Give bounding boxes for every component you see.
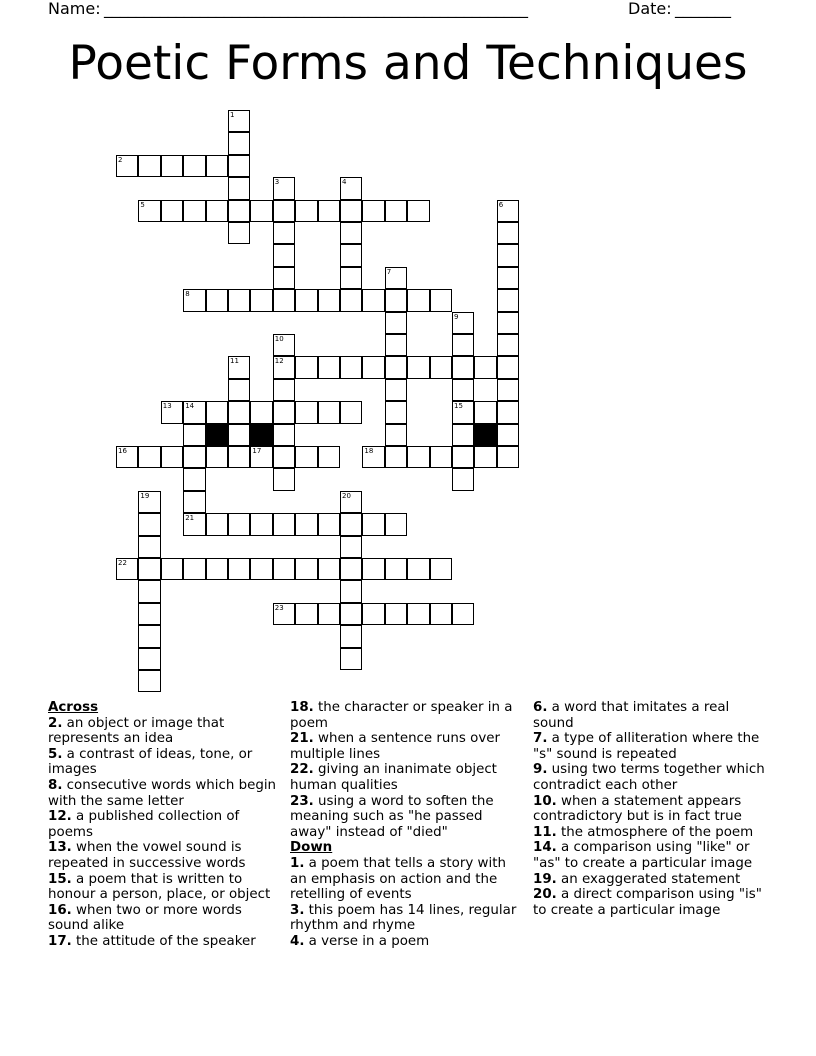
grid-cell[interactable] [295,603,317,625]
grid-cell[interactable] [430,558,452,580]
clue-down-6: 6. a word that imitates a real sound [533,700,730,731]
grid-cell[interactable] [318,356,340,378]
grid-cell[interactable] [228,424,250,446]
cell-number: 22 [118,559,127,567]
grid-cell[interactable] [340,558,362,580]
grid-cell[interactable] [138,558,160,580]
grid-cell[interactable] [273,200,295,222]
grid-cell[interactable] [362,513,384,535]
grid-cell[interactable] [340,244,362,266]
black-square [474,424,496,446]
grid-cell[interactable] [340,625,362,647]
grid-cell[interactable] [228,379,250,401]
clue-across-18: 18. the character or speaker in a poem [290,700,513,731]
date-label: Date: [628,0,672,18]
grid-cell[interactable] [340,648,362,670]
clue-down-20: 20. a direct comparison using "is" to create a particular image [533,887,762,918]
grid-cell[interactable] [318,513,340,535]
grid-cell[interactable] [138,536,160,558]
grid-cell[interactable] [206,155,228,177]
cell-number: 11 [230,357,239,366]
grid-cell[interactable] [228,446,250,468]
grid-cell[interactable] [206,401,228,423]
grid-cell[interactable] [183,401,205,423]
grid-cell[interactable] [452,356,474,378]
grid-cell[interactable] [228,289,250,311]
grid-cell[interactable] [250,446,272,468]
cell-number: 4 [342,178,347,187]
grid-cell[interactable] [430,446,452,468]
clue-across-2: 2. an object or image that represents an idea [48,715,225,747]
grid-cell[interactable] [497,200,519,222]
cell-number: 5 [140,200,145,209]
grid-cell[interactable] [273,558,295,580]
grid-cell[interactable] [273,356,295,378]
grid-cell[interactable] [138,670,160,692]
grid-cell[interactable] [138,580,160,602]
grid-cell[interactable] [295,356,317,378]
grid-cell[interactable] [116,155,138,177]
grid-cell[interactable] [138,648,160,670]
page-title: Poetic Forms and Techniques [68,36,748,91]
clue-across-16: 16. when two or more words sound alike [48,902,242,934]
grid-cell[interactable] [385,558,407,580]
grid-cell[interactable] [340,580,362,602]
grid-cell[interactable] [250,289,272,311]
clue-down-4: 4. a verse in a poem [290,933,430,949]
clue-down-9: 9. using two terms together which contradict each other [533,762,765,793]
clue-down-19: 19. an exaggerated statement [533,871,741,887]
clue-across-12: 12. a published collection of poems [48,809,240,840]
cell-number: 7 [386,267,392,276]
grid-cell[interactable] [497,244,519,266]
name-field-line: _____________________________________________________ [104,0,528,18]
grid-cell[interactable] [183,424,205,446]
grid-cell[interactable] [273,603,295,625]
grid-cell[interactable] [273,424,295,446]
grid-cell[interactable] [228,110,250,132]
grid-cell[interactable] [497,446,519,468]
grid-cell[interactable] [138,513,160,535]
grid-cell[interactable] [452,603,474,625]
grid-cell[interactable] [318,558,340,580]
grid-cell[interactable] [385,424,407,446]
grid-cell[interactable] [362,289,384,311]
grid-cell[interactable] [250,513,272,535]
cell-number: 17 [252,447,262,455]
grid-cell[interactable] [385,356,407,378]
grid-cell[interactable] [362,558,384,580]
grid-cell[interactable] [340,603,362,625]
grid-cell[interactable] [183,513,205,535]
cell-number: 15 [454,402,463,411]
grid-cell[interactable] [228,200,250,222]
grid-cell[interactable] [138,625,160,647]
grid-cell[interactable] [206,200,228,222]
clues-column-1 [48,700,280,950]
grid-cell[interactable] [452,379,474,401]
cell-number: 14 [185,402,195,411]
grid-cell[interactable] [340,200,362,222]
grid-cell[interactable] [497,334,519,356]
grid-cell[interactable] [183,200,205,222]
grid-cell[interactable] [206,558,228,580]
grid-cell[interactable] [183,289,205,311]
grid-cell[interactable] [497,424,519,446]
cell-number: 20 [342,491,351,500]
grid-cell[interactable] [340,267,362,289]
clue-across-22: 22. giving an inanimate object human qualities [290,762,497,793]
grid-cell[interactable] [273,177,295,199]
grid-cell[interactable] [273,222,295,244]
grid-cell[interactable] [407,200,429,222]
grid-cell[interactable] [161,200,183,222]
grid-cell[interactable] [340,536,362,558]
grid-cell[interactable] [228,177,250,199]
grid-cell[interactable] [161,446,183,468]
grid-cell[interactable] [273,446,295,468]
cell-number: 2 [118,155,123,164]
grid-cell[interactable] [138,491,160,513]
grid-cell[interactable] [362,356,384,378]
grid-cell[interactable] [273,468,295,490]
grid-cell[interactable] [497,379,519,401]
cell-number: 16 [118,447,127,455]
grid-cell[interactable] [183,446,205,468]
grid-cell[interactable] [206,289,228,311]
grid-cell[interactable] [474,401,496,423]
clue-down-11: 11. the atmosphere of the poem [533,824,754,840]
clue-across-15: 15. a poem that is written to honour a person, place, or object [48,871,271,903]
grid-cell[interactable] [183,155,205,177]
clue-across-17: 17. the attitude of the speaker [48,933,256,949]
grid-cell[interactable] [497,267,519,289]
clue-down-10: 10. when a statement appears contradictory but is in fact true [533,793,742,825]
grid-cell[interactable] [295,446,317,468]
grid-cell[interactable] [228,155,250,177]
grid-cell[interactable] [497,401,519,423]
cell-number: 23 [274,603,284,612]
grid-cell[interactable] [497,289,519,311]
grid-cell[interactable] [340,513,362,535]
grid-cell[interactable] [250,200,272,222]
grid-cell[interactable] [183,491,205,513]
grid-cell[interactable] [318,446,340,468]
grid-cell[interactable] [138,603,160,625]
cell-number: 12 [274,357,284,366]
grid-cell[interactable] [228,222,250,244]
grid-cell[interactable] [497,312,519,334]
grid-cell[interactable] [452,312,474,334]
cell-number: 13 [162,402,172,411]
cell-number: 21 [185,514,195,523]
grid-cell[interactable] [430,289,452,311]
black-square [206,424,228,446]
grid-cell[interactable] [273,401,295,423]
cell-number: 1 [230,111,235,119]
clue-down-7: 7. a type of alliteration where the "s" sound is repeated [533,731,760,762]
grid-cell[interactable] [228,513,250,535]
clue-down-3: 3. this poem has 14 lines, regular rhythm and rhyme [290,902,517,934]
grid-cell[interactable] [385,603,407,625]
grid-cell[interactable] [362,446,384,468]
grid-cell[interactable] [318,200,340,222]
grid-cell[interactable] [362,200,384,222]
grid-cell[interactable] [407,356,429,378]
clue-across-13: 13. when the vowel sound is repeated in successive words [48,840,246,871]
grid-cell[interactable] [138,446,160,468]
clue-across-5: 5. a contrast of ideas, tone, or images [48,746,253,778]
grid-cell[interactable] [228,356,250,378]
grid-cell[interactable] [340,177,362,199]
clues-column-3 [533,700,769,918]
name-label: Name: [48,0,101,18]
cell-number: 19 [140,491,150,500]
grid-cell[interactable] [497,222,519,244]
clue-across-23: 23. using a word to soften the meaning such as "he passed away" instead of "died" [290,793,494,840]
clue-down-1: 1. a poem that tells a story with an emphasis on action and the retelling of events [290,855,506,903]
down-heading: Down [290,840,333,856]
grid-cell[interactable] [340,289,362,311]
cell-number: 8 [185,290,190,299]
grid-cell[interactable] [385,379,407,401]
grid-cell[interactable] [340,401,362,423]
grid-cell[interactable] [318,603,340,625]
cell-number: 3 [274,178,280,187]
grid-cell[interactable] [273,334,295,356]
grid-cell[interactable] [206,446,228,468]
grid-cell[interactable] [430,603,452,625]
grid-cell[interactable] [385,267,407,289]
grid-cell[interactable] [228,558,250,580]
grid-cell[interactable] [273,267,295,289]
grid-cell[interactable] [452,446,474,468]
grid-cell[interactable] [407,558,429,580]
grid-cell[interactable] [474,446,496,468]
grid-cell[interactable] [295,558,317,580]
clue-across-8: 8. consecutive words which begin with the same letter [48,777,277,809]
cell-number: 18 [364,447,374,455]
grid-cell[interactable] [228,401,250,423]
grid-cell[interactable] [116,558,138,580]
grid-cell[interactable] [452,424,474,446]
grid-cell[interactable] [407,603,429,625]
grid-cell[interactable] [385,312,407,334]
black-square [250,424,272,446]
clue-down-14: 14. a comparison using "like" or "as" to create a particular image [533,840,753,871]
grid-cell[interactable] [318,401,340,423]
clue-across-21: 21. when a sentence runs over multiple lines [290,731,500,762]
across-heading: Across [48,700,99,715]
grid-cell[interactable] [407,289,429,311]
grid-cell[interactable] [407,446,429,468]
grid-cell[interactable] [340,356,362,378]
grid-cell[interactable] [452,401,474,423]
grid-cell[interactable] [295,200,317,222]
grid-cell[interactable] [497,356,519,378]
grid-cell[interactable] [385,446,407,468]
grid-cell[interactable] [161,558,183,580]
grid-cell[interactable] [206,513,228,535]
grid-cell[interactable] [318,289,340,311]
grid-cell[interactable] [385,334,407,356]
cell-number: 10 [274,335,284,343]
grid-cell[interactable] [385,513,407,535]
grid-cell[interactable] [385,200,407,222]
grid-cell[interactable] [452,334,474,356]
grid-cell[interactable] [228,132,250,154]
grid-cell[interactable] [116,446,138,468]
grid-cell[interactable] [250,401,272,423]
grid-cell[interactable] [183,468,205,490]
grid-cell[interactable] [273,379,295,401]
grid-cell[interactable] [183,558,205,580]
grid-cell[interactable] [385,289,407,311]
grid-cell[interactable] [385,401,407,423]
grid-cell[interactable] [161,155,183,177]
grid-cell[interactable] [452,468,474,490]
grid-cell[interactable] [250,558,272,580]
grid-cell[interactable] [273,513,295,535]
grid-cell[interactable] [138,200,160,222]
grid-cell[interactable] [295,289,317,311]
cell-number: 6 [498,200,504,209]
grid-cell[interactable] [474,356,496,378]
grid-cell[interactable] [138,155,160,177]
grid-cell[interactable] [273,244,295,266]
cell-number: 9 [454,312,459,321]
clues-column-2 [290,700,526,950]
grid-cell[interactable] [340,491,362,513]
grid-cell[interactable] [295,513,317,535]
grid-cell[interactable] [273,289,295,311]
date-field-line: _______ [675,0,731,18]
grid-cell[interactable] [340,222,362,244]
grid-cell[interactable] [161,401,183,423]
grid-cell[interactable] [295,401,317,423]
grid-cell[interactable] [430,356,452,378]
grid-cell[interactable] [362,603,384,625]
